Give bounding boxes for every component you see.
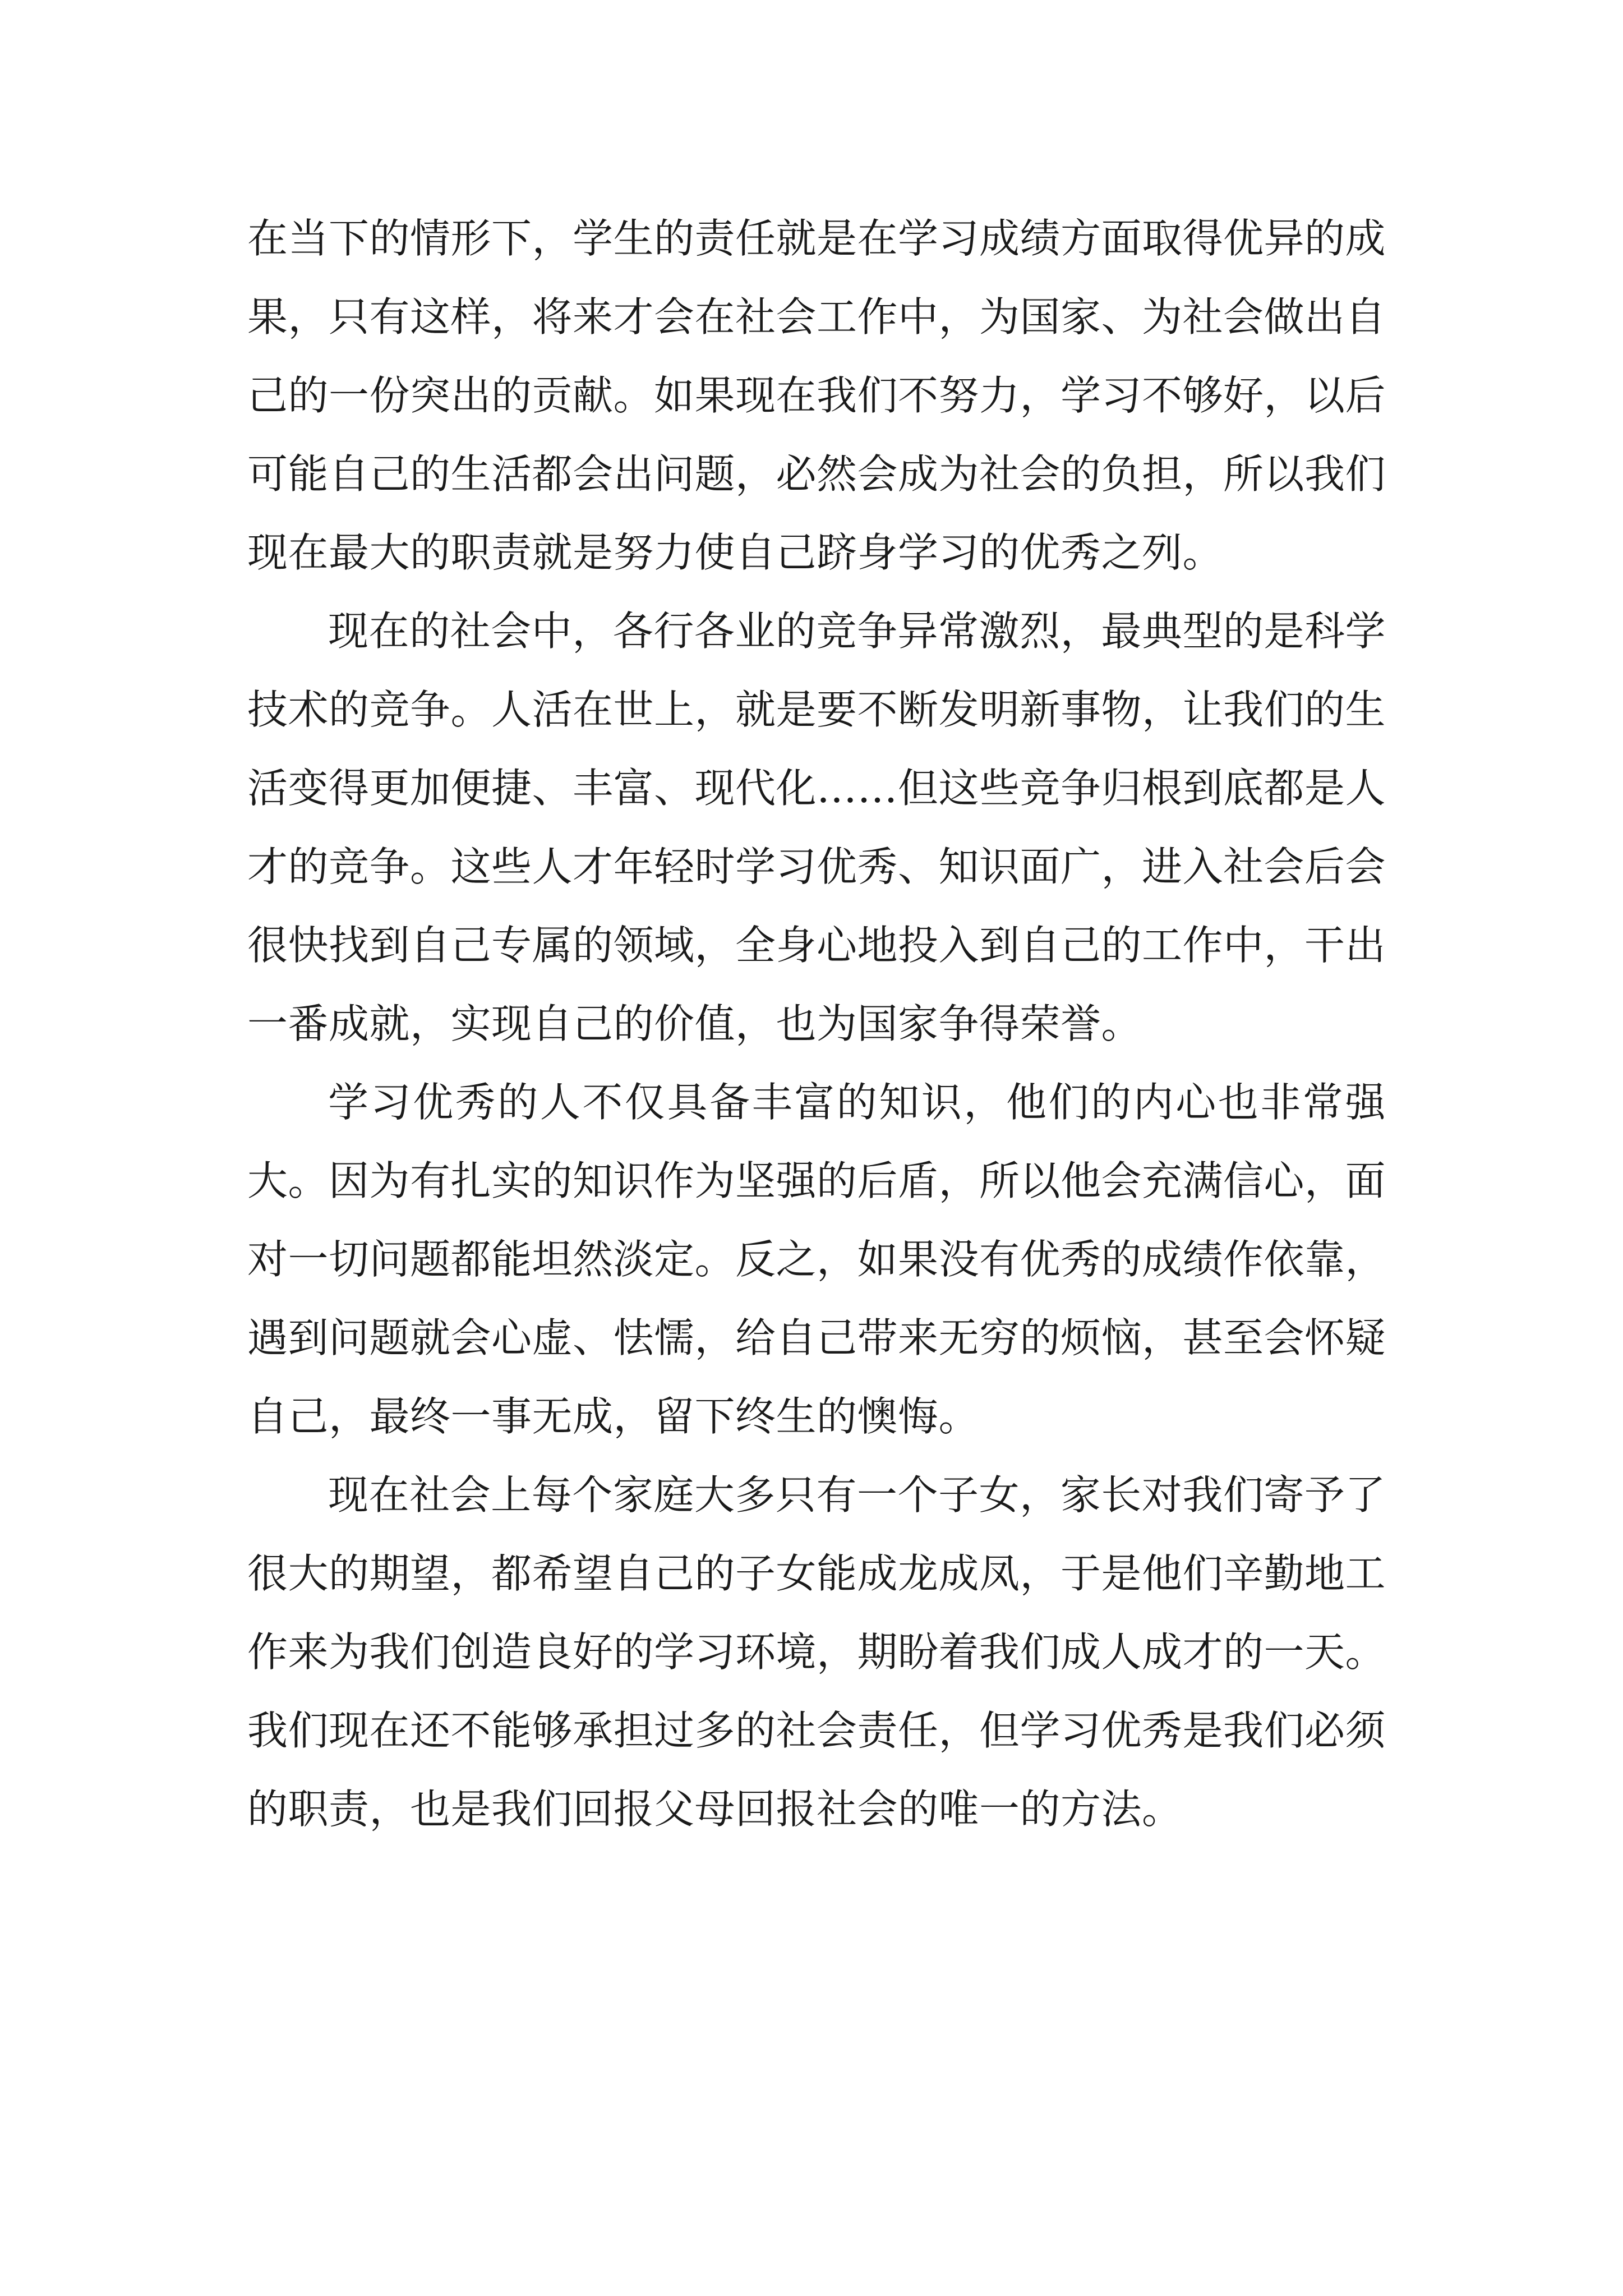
paragraph-3: 学习优秀的人不仅具备丰富的知识，他们的内心也非常强大。因为有扎实的知识作为坚强的后盾，所以他会充满信心，面对一切问题都能坦然淡定。反之，如果没有优秀的成绩作依靠，遇到问题就会心虚、怯懦，给自己带来无穷的烦恼，甚至会怀疑自己，最终一事无成，留下终生的懊悔。 [247,1079,1386,1440]
paragraph-4: 现在社会上每个家庭大多只有一个子女，家长对我们寄予了很大的期望，都希望自己的子女能成龙成凤，于是他们辛勤地工作来为我们创造良好的学习环境，期盼着我们成人成才的一天。我们现在还不能够承担过多的社会责任，但学习优秀是我们必须的职责，也是我们回报父母回报社会的唯一的方法。 [247,1471,1386,1833]
paragraph-2: 现在的社会中，各行各业的竞争异常激烈，最典型的是科学技术的竞争。人活在世上，就是要不断发明新事物，让我们的生活变得更加便捷、丰富、现代化……但这些竞争归根到底都是人才的竞争。这些人才年轻时学习优秀、知识面广，进入社会后会很快找到自己专属的领域，全身心地投入到自己的工作中，干出一番成就，实现自己的价值，也为国家争得荣誉。 [247,608,1386,1047]
paragraph-1: 在当下的情形下，学生的责任就是在学习成绩方面取得优异的成果，只有这样，将来才会在社会工作中，为国家、为社会做出自己的一份突出的贡献。如果现在我们不努力，学习不够好，以后可能自己的生活都会出问题，必然会成为社会的负担，所以我们现在最大的职责就是努力使自己跻身学习的优秀之列。 [247,215,1386,576]
document-body [247,199,1386,1848]
